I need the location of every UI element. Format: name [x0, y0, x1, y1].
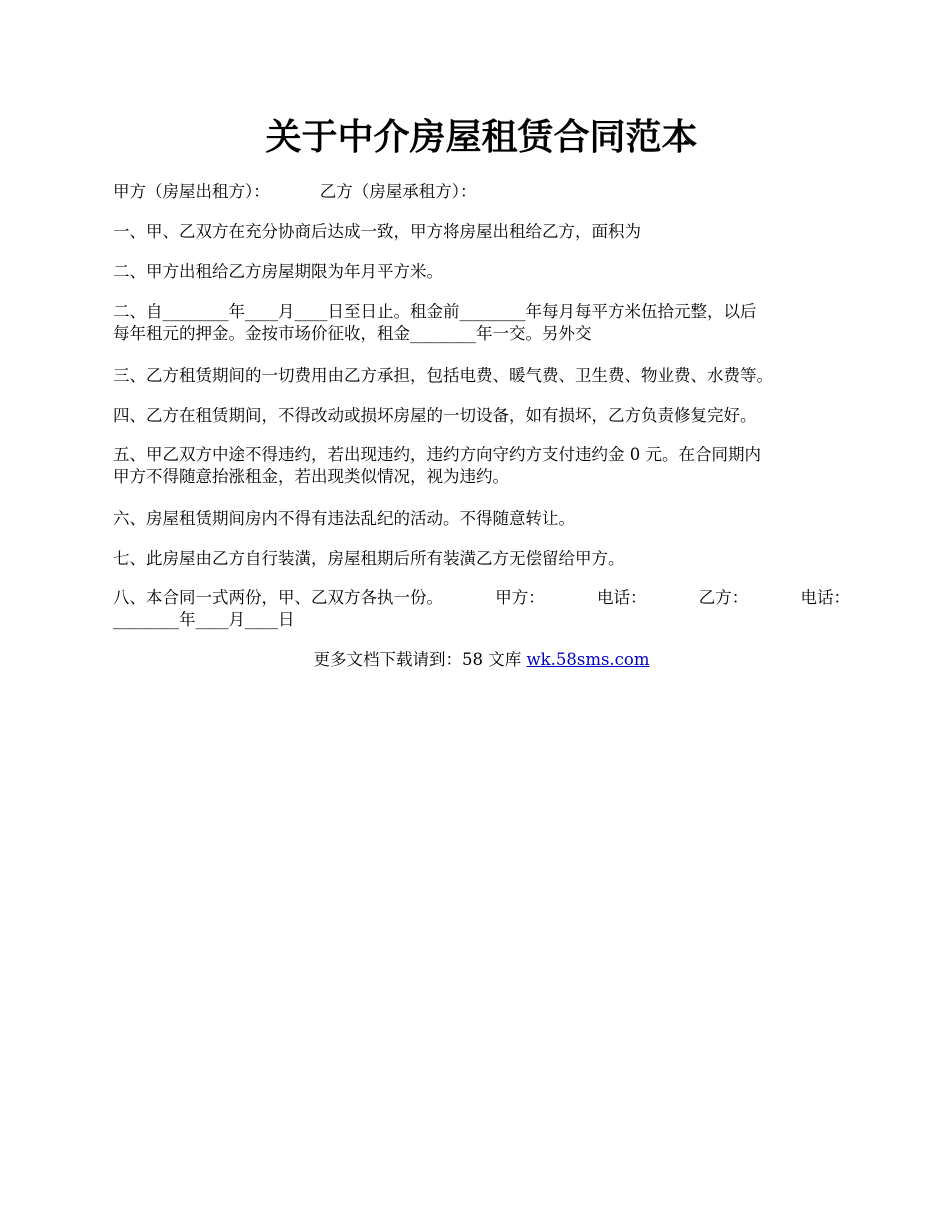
final-date-line: ________年____月____日 [113, 610, 295, 629]
clause-3-line-2: 每年租元的押金。金按市场价征收，租金________年一交。另外交 [113, 324, 592, 343]
footer-link[interactable]: wk.58sms.com [526, 650, 650, 669]
clause-3-line-1: 二、自________年____月____日至日止。租金前________年每月每平方米伍拾元整，以后 [113, 302, 757, 321]
clause-5 [113, 405, 850, 427]
sign-b-label: 乙方： [698, 588, 749, 607]
sign-a-label: 甲方： [495, 588, 545, 607]
phone-b-label: 电话： [800, 588, 850, 607]
clause-5-line-1: 四、乙方在租赁期间，不得改动或损坏房屋的一切设备，如有损坏，乙方负责修复完好。 [113, 406, 757, 425]
clause-4 [113, 365, 850, 387]
clause-3 [113, 301, 850, 345]
party-b-label: 乙方（房屋承租方）： [319, 182, 477, 201]
phone-a-label: 电话： [597, 588, 647, 607]
download-footer [113, 649, 850, 671]
clause-7-line-1: 六、房屋租赁期间房内不得有违法乱纪的活动。不得随意转让。 [113, 509, 575, 528]
footer-text: 更多文档下载请到：58 文库 [313, 650, 527, 669]
final-clause-line-1 [113, 587, 850, 609]
clause-4-line-1: 三、乙方租赁期间的一切费用由乙方承担，包括电费、暖气费、卫生费、物业费、水费等。 [113, 366, 773, 385]
clause-7 [113, 508, 850, 530]
clause-8 [113, 548, 850, 570]
clause-2 [113, 261, 850, 283]
clause-6 [113, 444, 850, 488]
clause-1 [113, 221, 850, 243]
clause-6-line-1: 五、甲乙双方中途不得违约，若出现违约，违约方向守约方支付违约金 0 元。在合同期内 [113, 445, 761, 464]
clause-6-line-2: 甲方不得随意抬涨租金，若出现类似情况，视为违约。 [113, 467, 509, 486]
clause-8-line-1: 七、此房屋由乙方自行装潢，房屋租期后所有装潢乙方无偿留给甲方。 [113, 549, 625, 568]
party-a-label: 甲方（房屋出租方）： [113, 182, 270, 201]
parties-line [113, 181, 850, 203]
final-clause-text: 八、本合同一式两份，甲、乙双方各执一份。 [113, 588, 443, 607]
clause-1-line-1: 一、甲、乙双方在充分协商后达成一致，甲方将房屋出租给乙方，面积为 [113, 222, 641, 241]
clause-2-line-1: 二、甲方出租给乙方房屋期限为年月平方米。 [113, 262, 443, 281]
document-title: 关于中介房屋租赁合同范本 [265, 116, 698, 158]
final-clause [113, 587, 850, 631]
